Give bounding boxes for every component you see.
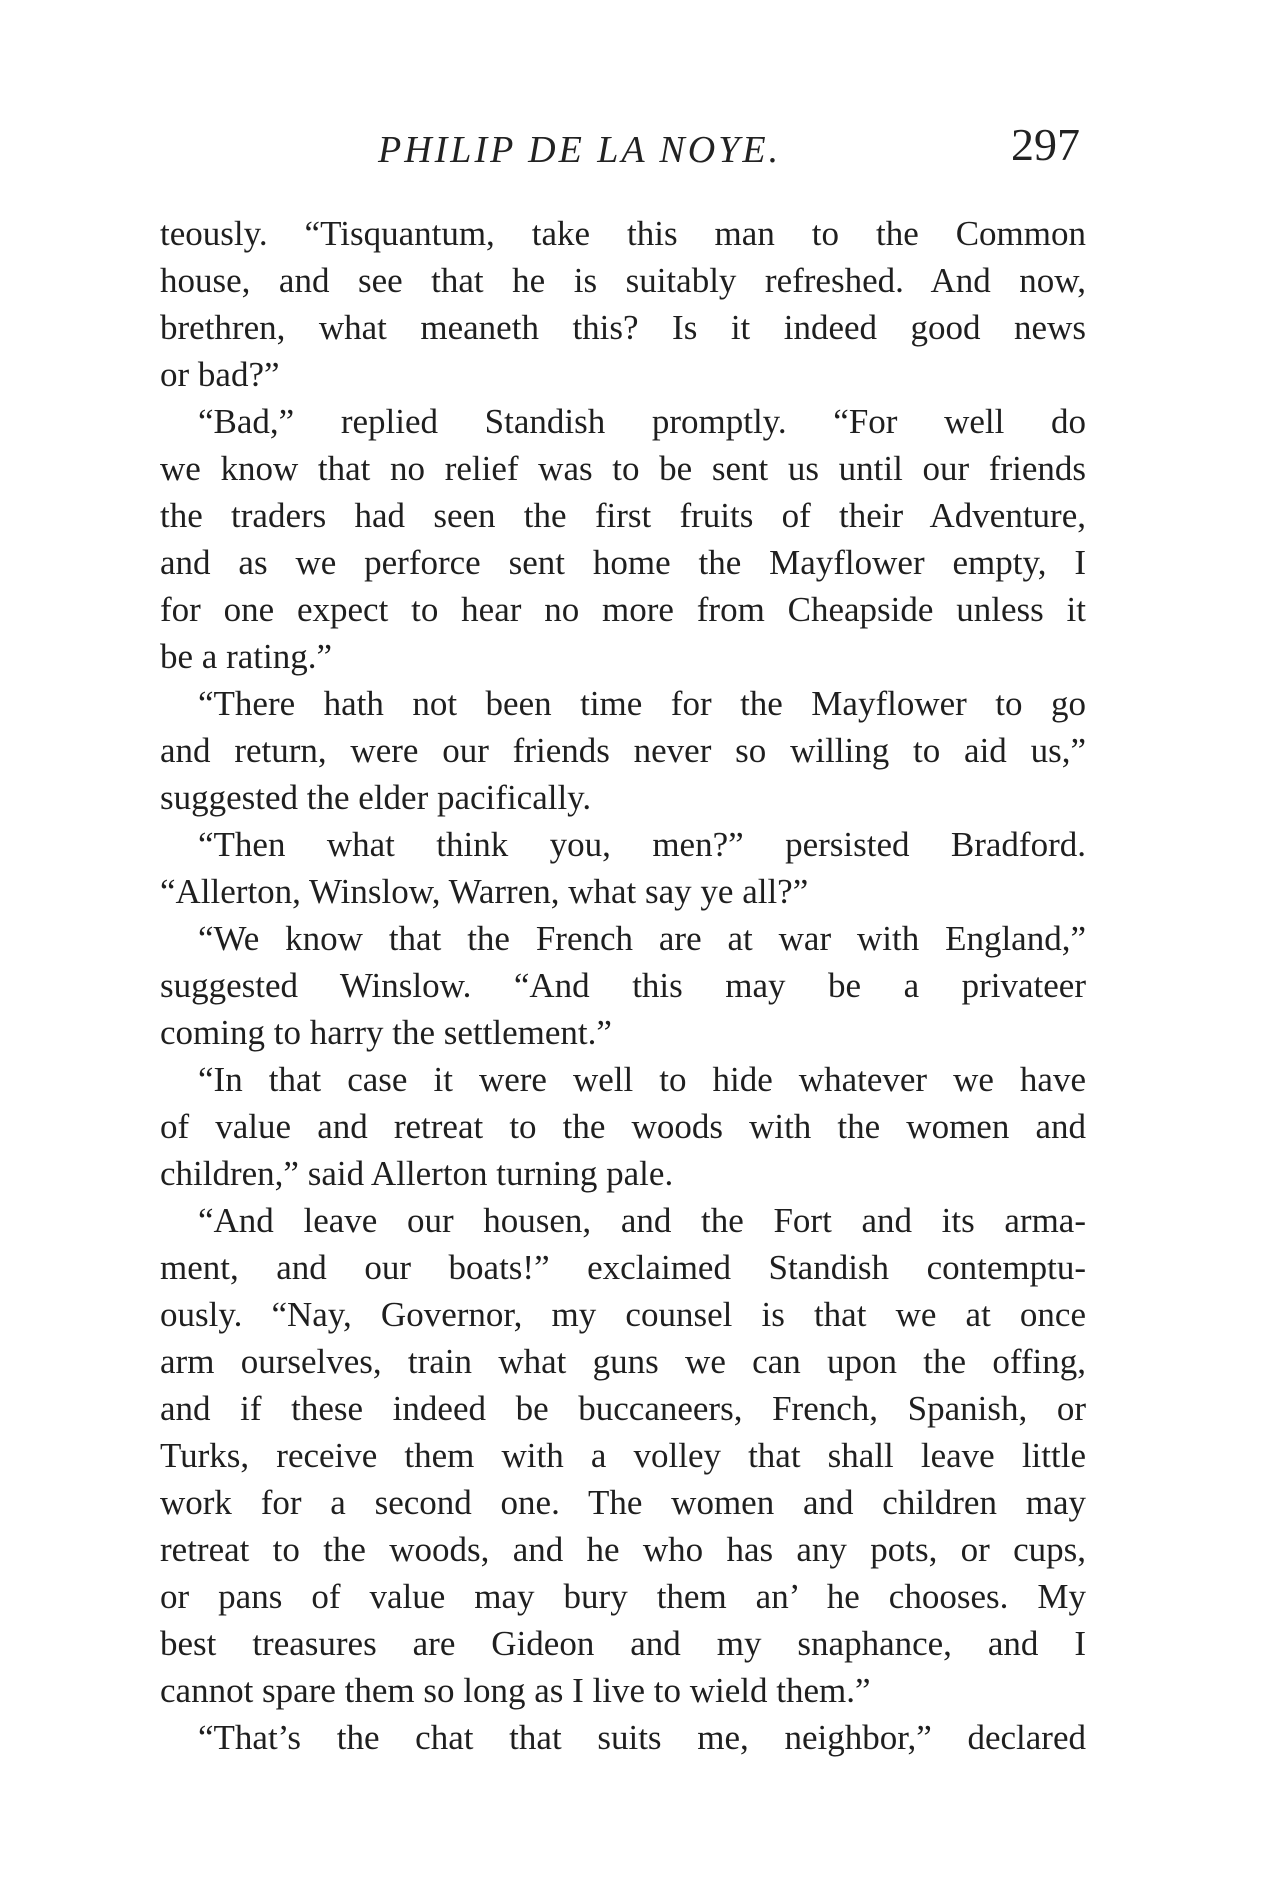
text-line: “Then what think you, men?” persisted Bradford. [198, 825, 1086, 864]
text-line: “Allerton, Winslow, Warren, what say ye all?” [160, 872, 809, 911]
text-line: teously. “Tisquantum, take this man to the Common [160, 214, 1086, 253]
text-line: arm ourselves, train what guns we can upon the offing, [160, 1342, 1086, 1381]
text-line: or pans of value may bury them an’ he chooses. My [160, 1577, 1086, 1616]
text-line: or bad?” [160, 355, 280, 394]
text-line: work for a second one. The women and children may [160, 1483, 1086, 1522]
text-line: the traders had seen the first fruits of their Adventure, [160, 496, 1086, 535]
text-line: cannot spare them so long as I live to wield them.” [160, 1671, 871, 1710]
page-number: 297 [1011, 119, 1080, 170]
text-line: and return, were our friends never so willing to aid us,” [160, 731, 1086, 770]
text-line: suggested Winslow. “And this may be a privateer [160, 966, 1086, 1005]
running-title: PHILIP DE LA NOYE. [378, 129, 782, 171]
text-line: coming to harry the settlement.” [160, 1013, 612, 1052]
text-line: retreat to the woods, and he who has any pots, or cups, [160, 1530, 1086, 1569]
text-line: and as we perforce sent home the Mayflower empty, I [160, 543, 1086, 582]
text-line: and if these indeed be buccaneers, French, Spanish, or [160, 1389, 1086, 1428]
text-line: Turks, receive them with a volley that shall leave little [160, 1436, 1086, 1475]
text-line: we know that no relief was to be sent us until our friends [160, 449, 1086, 488]
text-line: for one expect to hear no more from Cheapside unless it [160, 590, 1086, 629]
text-line: best treasures are Gideon and my snaphance, and I [160, 1624, 1086, 1663]
text-line: “That’s the chat that suits me, neighbor,” declared [198, 1718, 1086, 1757]
text-line: be a rating.” [160, 637, 332, 676]
text-line: brethren, what meaneth this? Is it indeed good news [160, 308, 1086, 347]
text-line: “There hath not been time for the Mayflower to go [198, 684, 1086, 723]
text-line: children,” said Allerton turning pale. [160, 1154, 674, 1193]
running-head [160, 118, 1080, 178]
text-line: “And leave our housen, and the Fort and its arma- [198, 1201, 1086, 1240]
text-line: ment, and our boats!” exclaimed Standish contemptu- [160, 1248, 1086, 1287]
text-line: of value and retreat to the woods with the women and [160, 1107, 1086, 1146]
text-line: “In that case it were well to hide whatever we have [198, 1060, 1086, 1099]
body-text [160, 210, 1086, 1761]
text-line: house, and see that he is suitably refreshed. And now, [160, 261, 1086, 300]
text-line: “We know that the French are at war with England,” [198, 919, 1086, 958]
text-line: suggested the elder pacifically. [160, 778, 592, 817]
text-line: ously. “Nay, Governor, my counsel is that we at once [160, 1295, 1086, 1334]
text-line: “Bad,” replied Standish promptly. “For well do [198, 402, 1086, 441]
